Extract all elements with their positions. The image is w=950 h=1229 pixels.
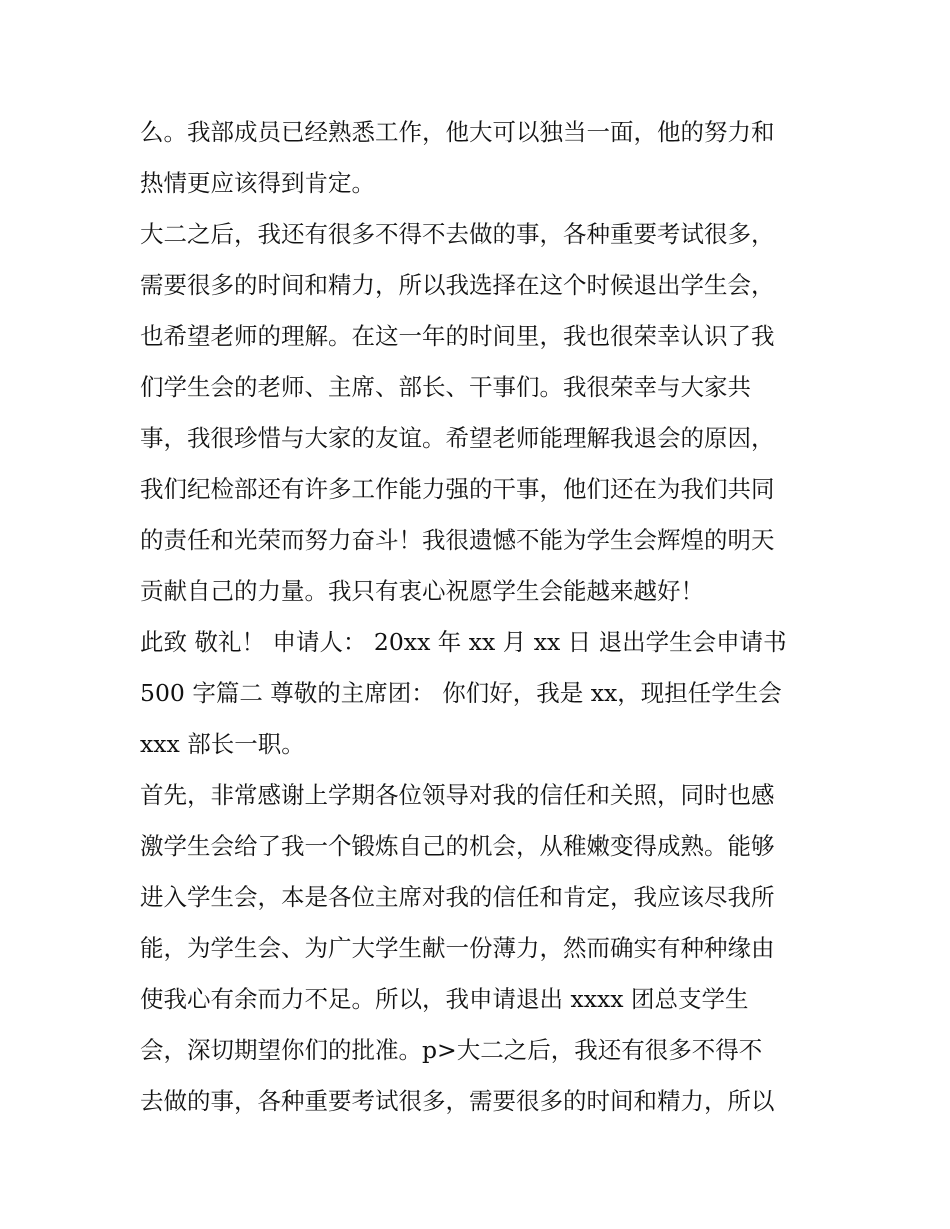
text-line: 事，我很珍惜与大家的友谊。希望老师能理解我退会的原因，: [140, 424, 775, 452]
text-line: 热情更应该得到肯定。: [140, 169, 375, 197]
text-line: 进入学生会，本是各位主席对我的信任和肯定，我应该尽我所: [140, 883, 775, 911]
text-line: 也希望老师的理解。在这一年的时间里，我也很荣幸认识了我: [140, 322, 775, 350]
text-line: 会，深切期望你们的批准。p>大二之后，我还有很多不得不: [140, 1036, 763, 1064]
text-line: 的责任和光荣而努力奋斗！我很遗憾不能为学生会辉煌的明天: [140, 526, 775, 554]
text-line: 大二之后，我还有很多不得不去做的事，各种重要考试很多，: [140, 220, 775, 248]
text-line: 们学生会的老师、主席、部长、干事们。我很荣幸与大家共: [140, 373, 751, 401]
text-line: 500 字篇二 尊敬的主席团： 你们好，我是 xx，现担任学生会: [140, 679, 782, 707]
text-line: 去做的事，各种重要考试很多，需要很多的时间和精力，所以: [140, 1087, 775, 1115]
text-line: 贡献自己的力量。我只有衷心祝愿学生会能越来越好！: [140, 577, 704, 605]
text-line: 么。我部成员已经熟悉工作，他大可以独当一面，他的努力和: [140, 118, 775, 146]
text-line: 能，为学生会、为广大学生献一份薄力，然而确实有种种缘由: [140, 934, 775, 962]
body-text: [140, 107, 820, 1127]
text-line: 我们纪检部还有许多工作能力强的干事，他们还在为我们共同: [140, 475, 775, 503]
text-line: 首先，非常感谢上学期各位领导对我的信任和关照，同时也感: [140, 781, 775, 809]
text-line: xxx 部长一职。: [140, 730, 305, 758]
text-line: 需要很多的时间和精力，所以我选择在这个时候退出学生会，: [140, 271, 775, 299]
text-line: 此致 敬礼！ 申请人： 20xx 年 xx 月 xx 日 退出学生会申请书: [140, 628, 787, 656]
text-line: 使我心有余而力不足。所以，我申请退出 xxxx 团总支学生: [140, 985, 749, 1013]
text-line: 激学生会给了我一个锻炼自己的机会，从稚嫩变得成熟。能够: [140, 832, 775, 860]
